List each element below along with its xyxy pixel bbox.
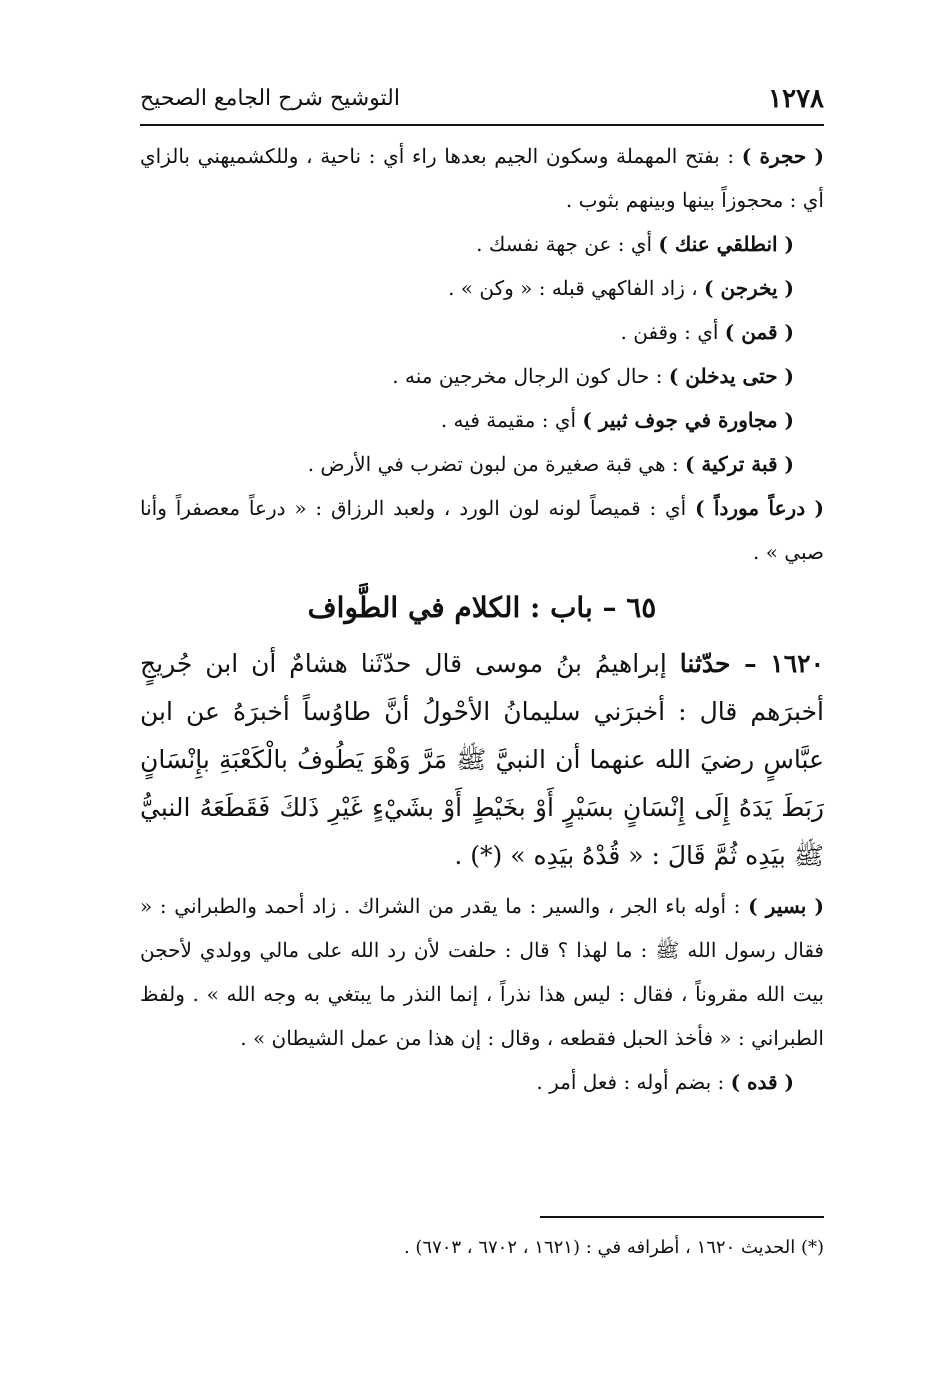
- note-term: ( انطلقي عنك ): [658, 232, 794, 256]
- note-term: ( قمن ): [724, 320, 794, 344]
- note-text: ، زاد الفاكهي قبله : « وكن » .: [448, 276, 705, 300]
- note-paragraph: [140, 354, 824, 398]
- note-paragraph: [140, 266, 824, 310]
- note-term: ( قبة تركية ): [684, 452, 794, 476]
- hadith-body: إبراهيمُ بنُ موسى قال حدّثَنا هشامٌ أن ابن جُريجٍ أخبرَهم قال : أخبرَني سليمانُ الأحْولُ أنَّ طاوُساً أخبرَهُ عن ابن عبَّاسٍ رضيَ الله عنهما أن النبيَّ ﷺ مَرَّ وَهْوَ يَطُوفُ بالْكَعْبَةِ بإِنْسَانٍ رَبَطَ يَدَهُ إِلَى إِنْسَانٍ بسَيْرٍ أَوْ بخَيْطٍ أَوْ بشَيْءٍ غَيْرِ ذَلكَ فَقَطَعَهُ النبيُّ ﷺ بيَدِه ثُمَّ قَالَ : « قُدْهُ بيَدِه » (*) .: [140, 649, 824, 870]
- page-number: ١٢٧٨: [768, 84, 824, 114]
- note-text: : أوله باء الجر ، والسير : ما يقدر من الشراك . زاد أحمد والطبراني : « فقال رسول الله ﷺ : ما لهذا ؟ قال : حلفت لأن رد الله على مالي وولدي لأحجن بيت الله مقروناً ، فقال : ليس هذا نذراً ، إنما النذر ما يبتغي به وجه الله » . ولفظ الطبراني : « فأخذ الحبل فقطعه ، وقال : إن هذا من عمل الشيطان » .: [140, 894, 824, 1050]
- note-term: ( حجرة ): [741, 144, 824, 168]
- running-title: التوشيح شرح الجامع الصحيح: [140, 86, 400, 111]
- note-paragraph: [140, 486, 824, 574]
- note-text: أي : وقفن .: [620, 320, 725, 344]
- note-text: أي : مقيمة فيه .: [440, 408, 583, 432]
- note-text: أي : عن جهة نفسك .: [476, 232, 659, 256]
- note-paragraph: [140, 310, 824, 354]
- footnote-rule: [540, 1216, 824, 1218]
- note-term: ( مجاورة في جوف ثبير ): [582, 408, 794, 432]
- note-term: ( بسير ): [748, 894, 824, 918]
- note-paragraph: [140, 442, 824, 486]
- note-paragraph: [140, 884, 824, 1060]
- note-paragraph: [140, 1060, 824, 1104]
- note-text: : بضم أوله : فعل أمر .: [536, 1070, 731, 1094]
- note-term: ( حتى يدخلن ): [668, 364, 794, 388]
- note-text: : حال كون الرجال مخرجين منه .: [392, 364, 669, 388]
- header-rule: [140, 124, 824, 126]
- note-paragraph: [140, 398, 824, 442]
- hadith-number: ١٦٢٠ – حدّثنا: [679, 649, 825, 678]
- note-term: ( يخرجن ): [704, 276, 794, 300]
- page-body: [140, 134, 824, 1104]
- note-text: : بفتح المهملة وسكون الجيم بعدها راء أي : ناحية ، وللكشميهني بالزاي أي : محجوزاً بينها وبينهم بثوب .: [140, 144, 824, 212]
- hadith-text: [140, 640, 824, 880]
- note-text: أي : قميصاً لونه لون الورد ، ولعبد الرزاق : « درعاً معصفراً وأنا صبي » .: [140, 496, 824, 564]
- note-paragraph: [140, 222, 824, 266]
- note-term: ( قده ): [730, 1070, 794, 1094]
- page-header: [140, 84, 824, 120]
- note-term: ( درعاً مورداً ): [695, 496, 825, 520]
- note-paragraph: [140, 134, 824, 222]
- section-title: ٦٥ – باب : الكلام في الطَّواف: [307, 591, 657, 624]
- footnote: (*) الحديث ١٦٢٠ ، أطرافه في : (١٦٢١ ، ٦٧٠٢ ، ٦٧٠٣) .: [403, 1237, 824, 1258]
- note-text: : هي قبة صغيرة من لبون تضرب في الأرض .: [307, 452, 685, 476]
